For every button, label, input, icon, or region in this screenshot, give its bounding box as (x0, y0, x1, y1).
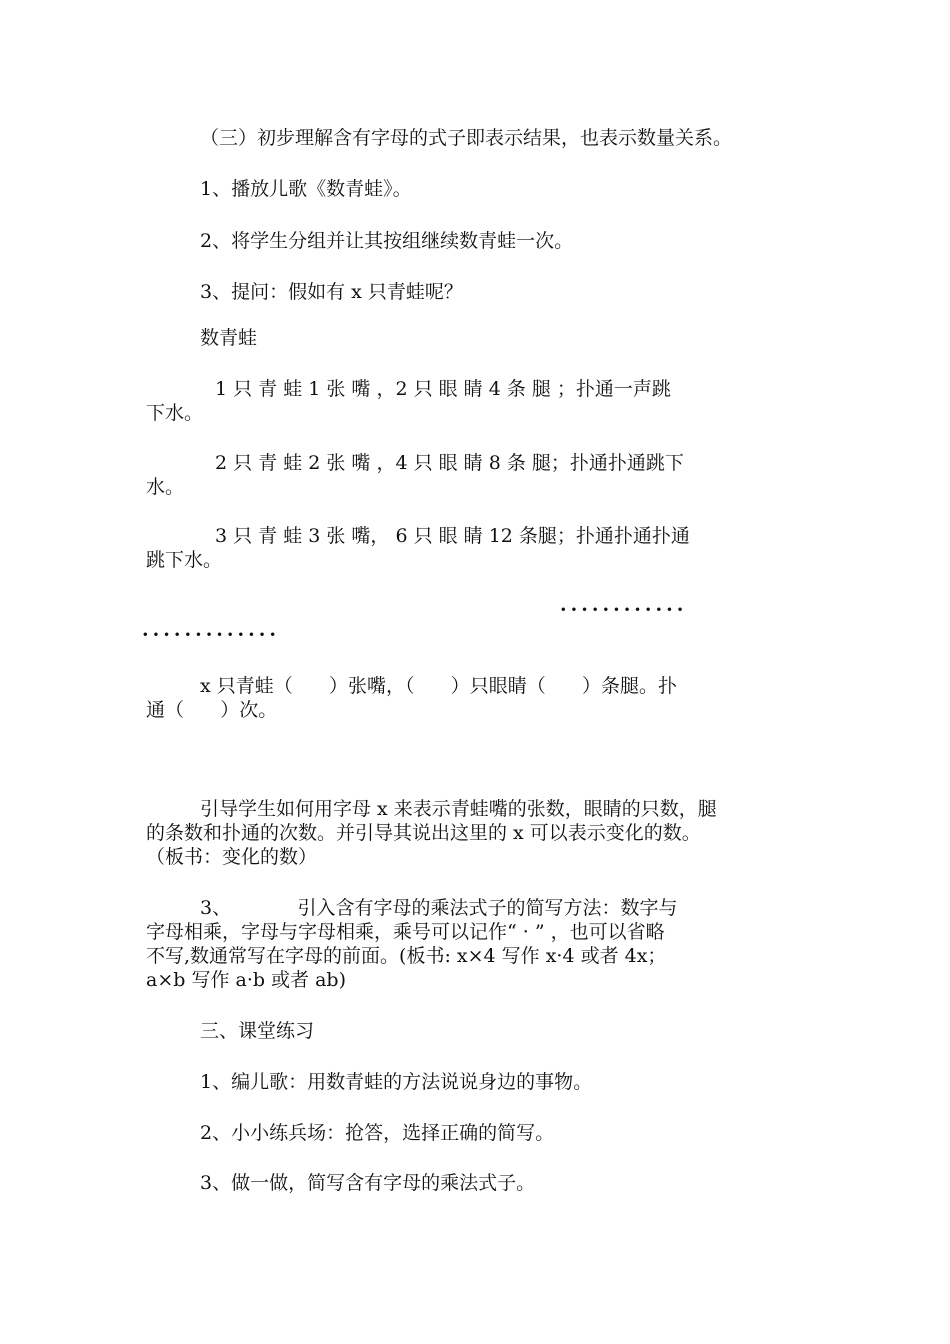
song-x-line-cont: 通（ ）次。 (146, 699, 278, 721)
song-title: 数青蛙 (200, 327, 258, 349)
rule-paragraph-line-3: 不写,数通常写在字母的前面。(板书: x×4 写作 x·4 或者 4x； (146, 945, 667, 967)
step-3: 3、提问：假如有 x 只青蛙呢？ (200, 281, 463, 303)
practice-item-3: 3、做一做，简写含有字母的乘法式子。 (200, 1172, 536, 1194)
practice-item-1: 1、编儿歌：用数青蛙的方法说说身边的事物。 (200, 1071, 593, 1093)
song-line-3-cont: 跳下水。 (146, 549, 223, 571)
guide-paragraph-line-3: （板书：变化的数） (146, 846, 318, 868)
step-2: 2、将学生分组并让其按组继续数青蛙一次。 (200, 230, 574, 252)
song-line-2: 2 只 青 蛙 2 张 嘴 ，4 只 眼 睛 8 条 腿；扑通扑通跳下 (215, 452, 684, 474)
rule-paragraph-line-2: 字母相乘，字母与字母相乘，乘号可以记作“ · ” ，也可以省略 (146, 921, 665, 943)
song-x-line: x 只青蛙（ ）张嘴，（ ）只眼睛（ ）条腿。扑 (200, 675, 677, 697)
song-line-1-cont: 下水。 (146, 402, 204, 424)
song-line-1: 1 只 青 蛙 1 张 嘴 ，2 只 眼 睛 4 条 腿 ；扑通一声跳 (215, 378, 671, 400)
ellipsis-dots-1: ············ (560, 599, 688, 621)
practice-heading: 三、课堂练习 (200, 1020, 315, 1042)
song-line-3: 3 只 青 蛙 3 张 嘴， 6 只 眼 睛 12 条腿；扑通扑通扑通 (215, 525, 690, 547)
section-heading: （三）初步理解含有字母的式子即表示结果，也表示数量关系。 (200, 127, 733, 149)
guide-paragraph-line-2: 的条数和扑通的次数。并引导其说出这里的 x 可以表示变化的数。 (146, 822, 701, 844)
rule-paragraph-line-4: a×b 写作 a·b 或者 ab) (146, 969, 347, 991)
song-line-2-cont: 水。 (146, 476, 185, 498)
guide-paragraph-line-1: 引导学生如何用字母 x 来表示青蛙嘴的张数，眼睛的只数，腿 (200, 798, 717, 820)
practice-item-2: 2、小小练兵场：抢答，选择正确的简写。 (200, 1122, 555, 1144)
ellipsis-dots-2: ············· (142, 624, 280, 646)
step-1: 1、播放儿歌《数青蛙》。 (200, 178, 412, 200)
rule-paragraph-line-1: 3、 引入含有字母的乘法式子的简写方法：数字与 (200, 897, 678, 919)
